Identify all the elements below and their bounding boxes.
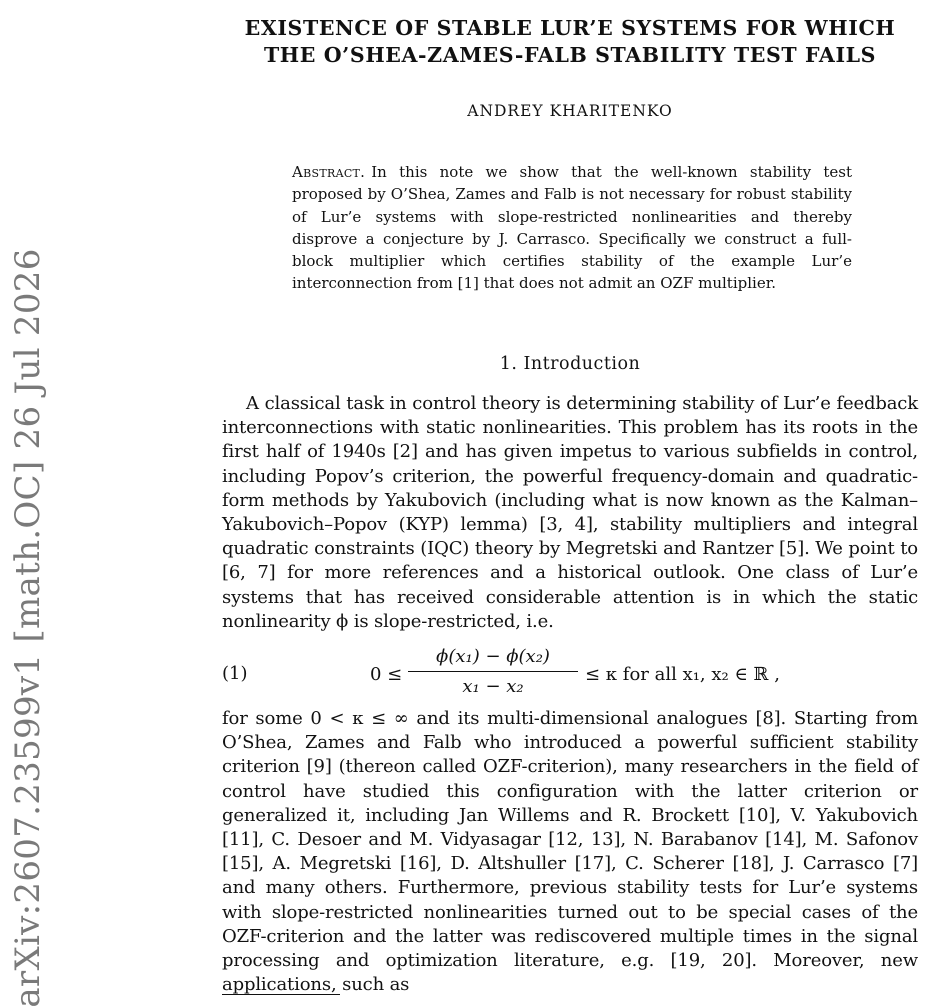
equation-fraction — [408, 646, 578, 697]
equation-numerator: ϕ(x₁) − ϕ(x₂) — [408, 646, 578, 672]
abstract — [292, 161, 852, 295]
section-heading: 1. Introduction — [499, 354, 641, 374]
paper-title: EXISTENCE OF STABLE LUR’E SYSTEMS FOR WHICH THE O’SHEA-ZAMES-FALB STABILITY TEST FAILS — [244, 16, 896, 67]
equation-rhs: ≤ κ for all x₁, x₂ ∈ ℝ , — [585, 664, 780, 685]
abstract-text: In this note we show that the well-known stability test proposed by O’Shea, Zames and Falb is not necessary for robust stability of Lur’e systems with slope-restricted nonlinearities and thereby disprove a conjecture by J. Carrasco. Specifically we construct a full-block multiplier which certifies stability of the example Lur’e interconnection from [1] that does not admit an OZF multiplier. — [292, 163, 852, 293]
abstract-label: Abstract. — [292, 163, 366, 181]
footnote-rule — [222, 994, 340, 995]
equation-lhs: 0 ≤ — [370, 664, 403, 685]
paper-author: ANDREY KHARITENKO — [467, 102, 673, 120]
equation — [370, 646, 790, 706]
arxiv-sidebar-stamp — [2, 0, 54, 1008]
arxiv-identifier: arXiv:2607.23599v1 [math.OC] 26 Jul 2026 — [8, 248, 48, 1008]
intro-paragraph-2: for some 0 < κ ≤ ∞ and its multi-dimensional analogues [8]. Starting from O’Shea, Zames and Falb who introduced a powerful sufficient stability criterion [9] (thereon called OZF-criterion), many researchers in the field of control have studied this configuration with the latter criterion or generalized it, including Jan Willems and R. Brockett [10], V. Yakubovich [11], C. Desoer and M. Vidyasagar [12, 13], N. Barabanov [14], M. Safonov [15], A. Megretski [16], D. Altshuller [17], C. Scherer [18], J. Carrasco [7] and many others. Furthermore, previous stability tests for Lur’e systems with slope-restricted nonlinearities turned out to be special cases of the OZF-criterion and the latter was rediscovered multiple times in the signal processing and optimization literature, e.g. [19, 20]. Moreover, new applications, such as — [222, 708, 918, 996]
equation-denominator: x₁ − x₂ — [462, 676, 524, 697]
equation-number: (1) — [222, 663, 248, 684]
intro-paragraph-1: A classical task in control theory is determining stability of Lur’e feedback interconnections with static nonlinearities. This problem has its roots in the first half of 1940s [2] and has given impetus to various subfields in control, including Popov’s criterion, the powerful frequency-domain and quadratic-form methods by Yakubovich (including what is now known as the Kalman–Yakubovich–Popov (KYP) lemma) [3, 4], stability multipliers and integral quadratic constraints (IQC) theory by Megretski and Rantzer [5]. We point to [6, 7] for more references and a historical outlook. One class of Lur’e systems that has received considerable attention is in which the static nonlinearity ϕ is slope-restricted, i.e. — [222, 393, 918, 632]
